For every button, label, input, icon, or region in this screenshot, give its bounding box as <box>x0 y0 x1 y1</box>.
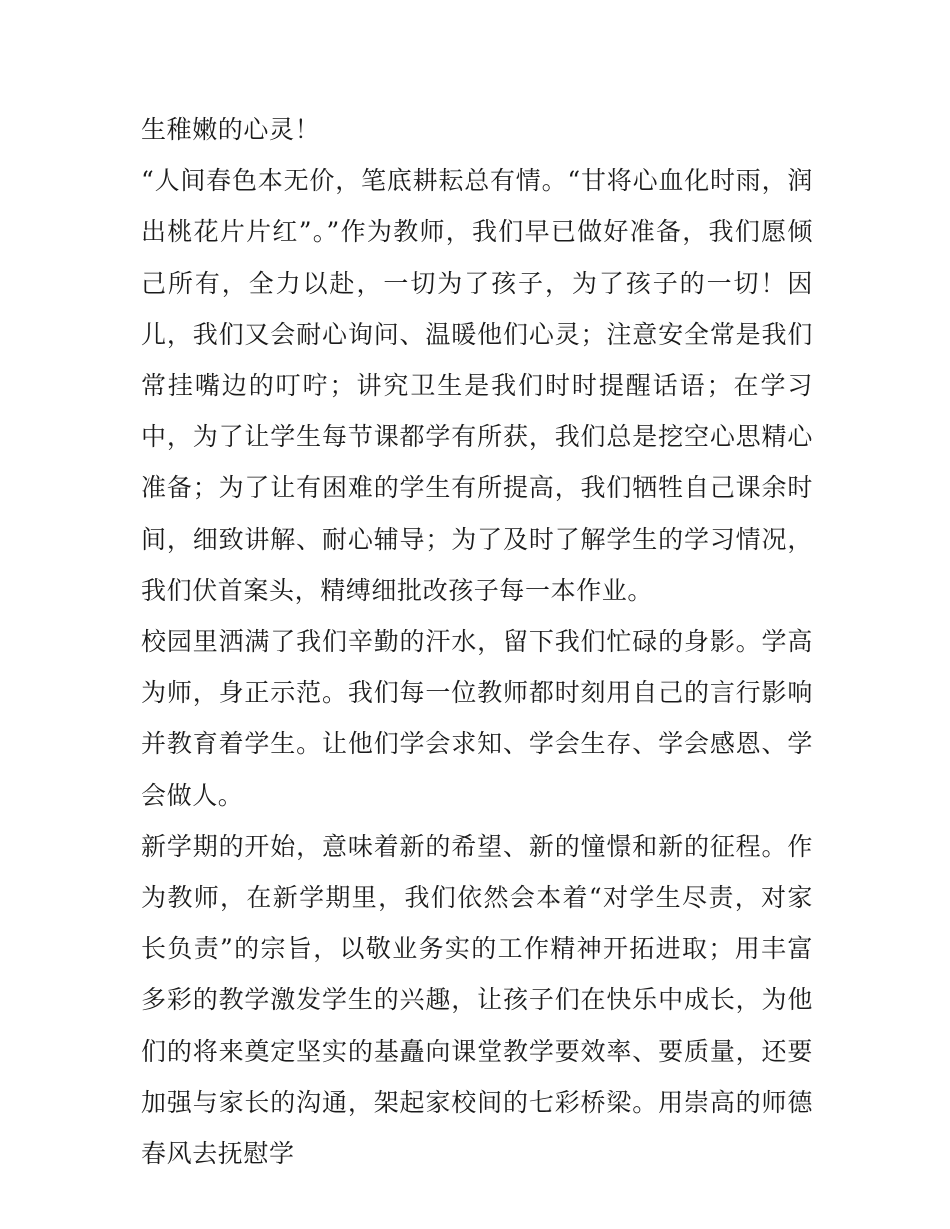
document-body <box>141 104 813 1179</box>
paragraph: “人间春色本无价，笔底耕耘总有情。“甘将心血化时雨，润出桃花片片红”。”作为教师，我们早已做好准备，我们愿倾己所有，全力以赴，一切为了孩子，为了孩子的一切！因儿，我们又会耐心询问、温暖他们心灵；注意安全常是我们常挂嘴边的叮咛；讲究卫生是我们时时提醒话语；在学习中，为了让学生每节课都学有所获，我们总是挖空心思精心准备；为了让有困难的学生有所提高，我们牺牲自己课余时间，细致讲解、耐心辅导；为了及时了解学生的学习情况，我们伏首案头，精缚细批改孩子每一本作业。 <box>141 166 813 605</box>
paragraph: 生稚嫩的心灵！ <box>141 115 321 144</box>
paragraph: 新学期的开始，意味着新的希望、新的憧憬和新的征程。作为教师，在新学期里，我们依然会本着“对学生尽责，对家长负责”的宗旨，以敬业务实的工作精神开拓进取；用丰富多彩的教学激发学生的兴趣，让孩子们在快乐中成长，为他们的将来奠定坚实的基矗向课堂教学要效率、要质量，还要加强与家长的沟通，架起家校间的七彩桥梁。用崇高的师德春风去抚慰学 <box>141 831 813 1169</box>
paragraph: 校园里洒满了我们辛勤的汗水，留下我们忙碌的身影。学高为师，身正示范。我们每一位教师都时刻用自己的言行影响并教育着学生。让他们学会求知、学会生存、学会感恩、学会做人。 <box>141 627 813 810</box>
